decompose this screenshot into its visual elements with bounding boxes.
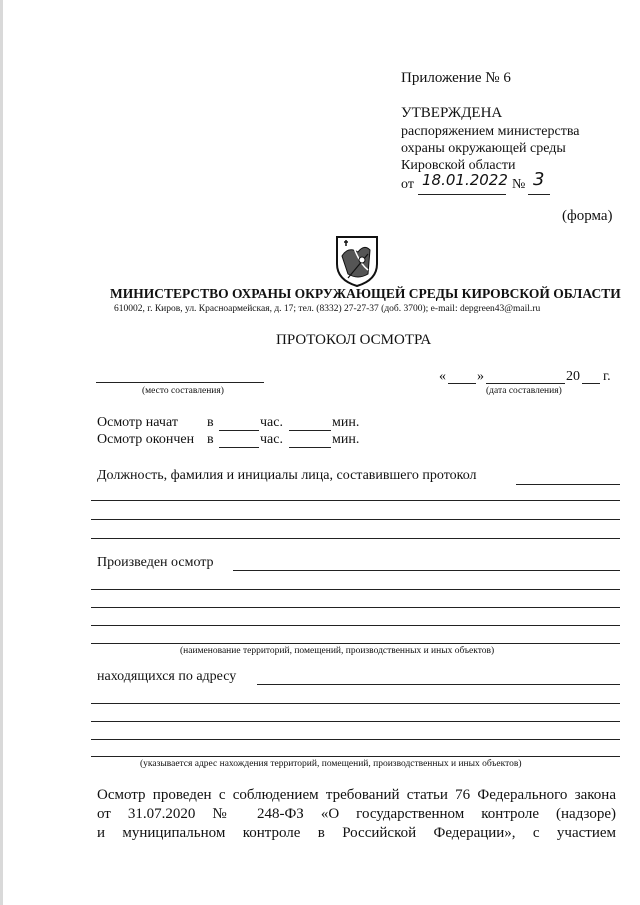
approval-number-value: 3: [533, 169, 545, 190]
end-label: Осмотр окончен: [97, 432, 195, 447]
inspected-line-3[interactable]: [91, 625, 620, 626]
inspected-line-0[interactable]: [233, 570, 620, 571]
date-year-line[interactable]: [582, 383, 600, 384]
date-caption: (дата составления): [486, 386, 562, 396]
document-title: ПРОТОКОЛ ОСМОТРА: [276, 332, 432, 348]
start-minutes-label: мин.: [332, 415, 360, 430]
address-line-1[interactable]: [91, 703, 620, 704]
start-label: Осмотр начат: [97, 415, 178, 430]
date-year-suffix: г.: [603, 369, 611, 384]
inspected-caption: (наименование территорий, помещений, производственных и иных объектов): [180, 646, 495, 656]
scan-edge: [0, 0, 3, 905]
date-close-quote: »: [477, 369, 484, 384]
address-line-0[interactable]: [257, 684, 620, 685]
approval-date-prefix: от: [401, 177, 414, 192]
approval-number-prefix: №: [512, 177, 526, 192]
address-line-2[interactable]: [91, 721, 620, 722]
end-hours-line[interactable]: [219, 447, 259, 448]
start-hours-label: час.: [260, 415, 283, 430]
address-line-4[interactable]: [91, 756, 620, 757]
approval-date-line: [418, 194, 506, 195]
place-field-line[interactable]: [96, 382, 264, 383]
official-line-1[interactable]: [91, 500, 620, 501]
start-minutes-line[interactable]: [289, 430, 331, 431]
body-text-line-3: и муниципальном контроле в Российской Федерации», с участием: [97, 825, 616, 841]
date-month-line[interactable]: [486, 383, 565, 384]
start-in: в: [207, 415, 214, 430]
official-label: Должность, фамилия и инициалы лица, составившего протокол: [97, 468, 477, 483]
end-in: в: [207, 432, 214, 447]
inspected-line-1[interactable]: [91, 589, 620, 590]
approved-by-line-3: Кировской области: [401, 158, 516, 173]
date-day-line[interactable]: [448, 383, 476, 384]
address-caption: (указывается адрес нахождения территорий, помещений, производственных и иных объектов): [140, 759, 522, 769]
body-text-line-1: Осмотр проведен с соблюдением требований статьи 76 Федерального закона: [97, 787, 616, 803]
inspected-line-4[interactable]: [91, 643, 620, 644]
ministry-address: 610002, г. Киров, ул. Красноармейская, д. 17; тел. (8332) 27-27-37 (доб. 3700); e-mail: depgreen43@mail.ru: [114, 304, 541, 314]
official-line-3[interactable]: [91, 538, 620, 539]
approval-number-line: [528, 194, 550, 195]
approval-date-value: 18.01.2022: [422, 171, 508, 189]
place-caption: (место составления): [142, 386, 224, 396]
body-text-line-2: от 31.07.2020 № 248-ФЗ «О государственном контроле (надзоре): [97, 806, 616, 822]
date-year-prefix: 20: [566, 369, 580, 384]
approved-by-line-2: охраны окружающей среды: [401, 141, 566, 156]
start-hours-line[interactable]: [219, 430, 259, 431]
inspected-label: Произведен осмотр: [97, 555, 214, 570]
appendix-label: Приложение № 6: [401, 70, 511, 86]
official-line-0[interactable]: [516, 484, 620, 485]
end-minutes-label: мин.: [332, 432, 360, 447]
official-line-2[interactable]: [91, 519, 620, 520]
approved-label: УТВЕРЖДЕНА: [401, 105, 503, 121]
end-minutes-line[interactable]: [289, 447, 331, 448]
address-label: находящихся по адресу: [97, 669, 237, 684]
approved-by-line-1: распоряжением министерства: [401, 124, 580, 139]
date-open-quote: «: [439, 369, 446, 384]
form-label: (форма): [562, 208, 613, 224]
ministry-name: МИНИСТЕРСТВО ОХРАНЫ ОКРУЖАЮЩЕЙ СРЕДЫ КИРОВСКОЙ ОБЛАСТИ: [110, 286, 621, 301]
coat-of-arms-icon: [334, 234, 380, 288]
end-hours-label: час.: [260, 432, 283, 447]
address-line-3[interactable]: [91, 739, 620, 740]
inspected-line-2[interactable]: [91, 607, 620, 608]
